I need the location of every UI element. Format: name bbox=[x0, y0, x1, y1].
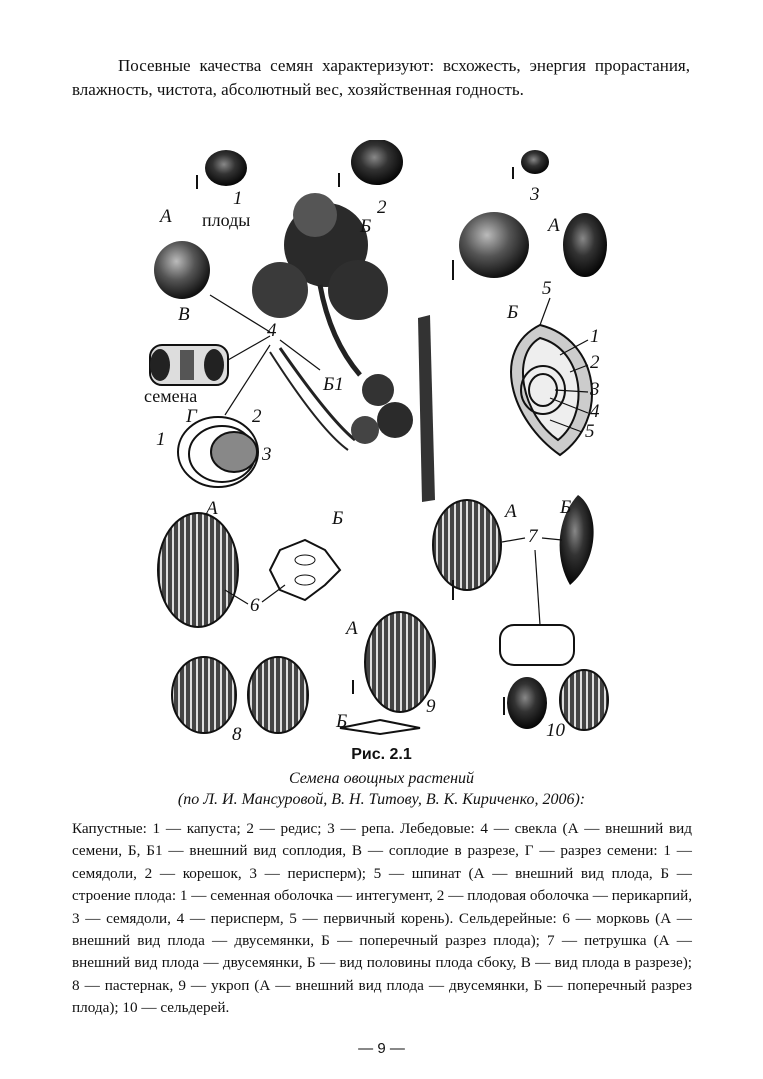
spinach-fruit-a bbox=[452, 212, 607, 280]
intro-text: Посевные качества семян характеризуют: всхожесть, энергия прорастания, влажность, чистота, абсолютный вес, хозяйственная годность. bbox=[72, 56, 690, 99]
label-2: 2 bbox=[377, 197, 387, 218]
seed-drawing bbox=[130, 140, 650, 745]
legend-text: Капустные: 1 — капуста; 2 — редис; 3 — репа. Лебедовые: 4 — свекла (А — внешний вид семени, Б, Б1 — внешний вид соплодия, В — соплодие в разрезе, Г — разрез семени: 1 — семядоли, 2 — корешок, 3 — перисперм); 5 — шпинат (А — внешний вид плода, Б — строение плода: 1 — семенная оболочка — интегумент, 2 — плодовая оболочка — перикарпий, 3 — семядоли, 4 — перисперм, 5 — первичный корень). Сельдерейные: 6 — морковь (А — внешний вид плода — двусемянки, Б — поперечный разрез плода); 7 — петрушка (А — внешний вид плода — двусемянки, Б — вид половины плода сбоку, В — вид плода в разрезе); 8 — пастернак, 9 — укроп (А — внешний вид плода — двусемянки, Б — поперечный разрез плода); 10 — сельдерей. bbox=[72, 820, 692, 1017]
seed-cabbage bbox=[196, 150, 247, 189]
beet-section-v bbox=[150, 345, 228, 385]
label-a-carrot: А bbox=[206, 498, 218, 519]
label-b-dill: Б bbox=[336, 711, 348, 732]
label-b-beet: Б bbox=[360, 216, 372, 237]
label-semena: семена bbox=[144, 386, 198, 406]
figure-legend bbox=[72, 818, 692, 1020]
label-7: 7 bbox=[528, 526, 538, 547]
label-a-dill: А bbox=[346, 618, 358, 639]
label-s-3: 3 bbox=[590, 379, 600, 400]
beet-stalk bbox=[270, 315, 435, 502]
label-6: 6 bbox=[250, 595, 260, 616]
label-v: В bbox=[178, 304, 190, 325]
label-8: 8 bbox=[232, 724, 242, 745]
carrot-fruit-a bbox=[158, 513, 238, 627]
label-5: 5 bbox=[542, 278, 552, 299]
label-b-spinach: Б bbox=[507, 302, 519, 323]
label-plody: плоды bbox=[202, 210, 251, 230]
label-1: 1 bbox=[233, 188, 243, 209]
label-10: 10 bbox=[546, 720, 565, 741]
label-g-1: 1 bbox=[156, 429, 166, 450]
beet-seed-section-g bbox=[178, 417, 258, 487]
label-b1: Б1 bbox=[323, 374, 344, 395]
beet-seed-a bbox=[154, 241, 210, 299]
caption-line-1: Семена овощных растений bbox=[288, 770, 475, 787]
label-s-4: 4 bbox=[590, 401, 600, 422]
label-a-parsley: А bbox=[505, 501, 517, 522]
label-3: 3 bbox=[530, 184, 540, 205]
label-b-carrot: Б bbox=[332, 508, 344, 529]
label-g: Г bbox=[186, 406, 197, 427]
caption-line-2: (по Л. И. Мансуровой, В. Н. Титову, В. К. Кириченко, 2006): bbox=[177, 791, 586, 808]
label-s-5: 5 bbox=[585, 421, 595, 442]
label-4: 4 bbox=[267, 320, 277, 341]
seed-radish bbox=[338, 140, 403, 187]
intro-paragraph bbox=[72, 54, 690, 102]
label-s-2: 2 bbox=[590, 352, 600, 373]
figure-caption-title: Рис. 2.1 bbox=[351, 746, 412, 763]
carrot-section-b bbox=[270, 540, 340, 600]
label-g-3: 3 bbox=[262, 444, 272, 465]
label-b-parsley: Б bbox=[560, 497, 572, 518]
page-number: — 9 — bbox=[358, 1040, 405, 1057]
label-9: 9 bbox=[426, 696, 436, 717]
label-a-spinach: А bbox=[548, 215, 560, 236]
figure-caption-subtitle bbox=[0, 768, 763, 810]
label-g-2: 2 bbox=[252, 406, 262, 427]
seed-turnip bbox=[512, 150, 549, 179]
label-s-1: 1 bbox=[590, 326, 600, 347]
label-a-beet: А bbox=[160, 206, 172, 227]
parsnip-fruit bbox=[172, 657, 308, 733]
seed-illustration bbox=[130, 140, 650, 745]
